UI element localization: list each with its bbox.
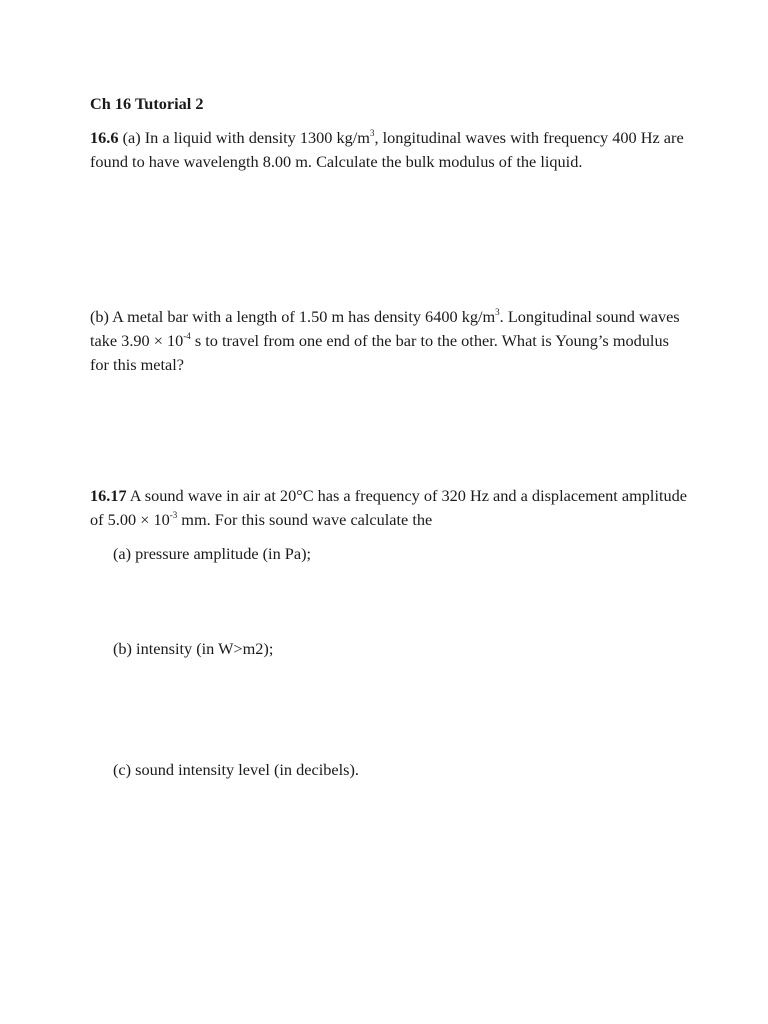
question-text: s to travel from one end of the bar to the other. What is Young’s modulus for this metal? [90,331,669,374]
question-text: mm. For this sound wave calculate the [177,510,433,529]
question-16-17-part-b: (b) intensity (in W>m2); [113,639,274,658]
question-number: 16.6 [90,128,119,147]
question-16-17 [90,484,690,532]
page-title: Ch 16 Tutorial 2 [90,94,204,113]
superscript: 3 [369,128,375,138]
question-16-6-part-b [90,305,690,377]
question-number: 16.17 [90,486,127,505]
question-16-17-part-c: (c) sound intensity level (in decibels). [113,760,359,779]
question-text: (b) A metal bar with a length of 1.50 m has density 6400 kg/m [90,307,496,326]
question-16-6-part-a [90,126,690,174]
superscript: -4 [183,331,191,341]
question-16-17-part-a: (a) pressure amplitude (in Pa); [113,544,312,563]
superscript: -3 [169,510,178,520]
question-text: . Longitudinal sound waves take 3.90 × 10 [90,307,680,350]
question-text: (a) In a liquid with density 1300 kg/m [122,128,370,147]
question-text: , longitudinal waves with frequency 400 Hz are found to have wavelength 8.00 m. Calculate the bulk modulus of the liquid. [90,128,684,171]
question-text: A sound wave in air at 20°C has a frequency of 320 Hz and a displacement amplitude of 5.00 × 10 [90,486,688,529]
superscript: 3 [495,307,500,317]
